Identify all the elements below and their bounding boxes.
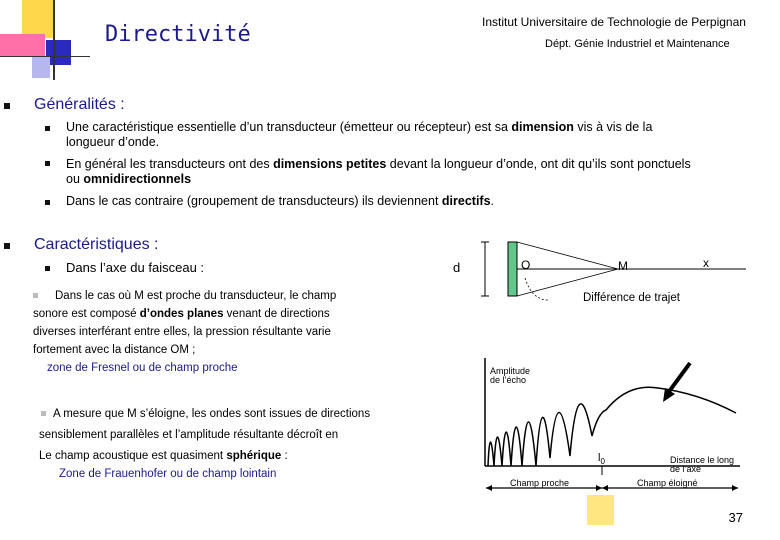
section-heading-caracteristiques: Caractéristiques : [34,236,159,253]
bullet [45,126,50,131]
logo-square-yellow [22,0,54,38]
label-d: d [453,260,461,275]
page-number: 37 [728,510,743,525]
bullet-text-3: Dans le cas contraire (groupement de transducteurs) ils deviennent directifs. [66,194,495,208]
paragraph-far-field: A mesure que M s’éloigne, les ondes sont issues de directions sensiblement parallèles et l’amplitude résultante décroît en Le champ acoustique est quasiment sphérique : Zone de Frauenhofer ou de champ lointain [39,408,371,480]
bullet-text-1: Une caractéristique essentielle d’un transducteur (émetteur ou récepteur) est sa dimension vis à vis de la longueur d’onde. [66,120,653,149]
transducer-rect [508,242,517,296]
logo-hline [0,56,90,57]
sub-heading-axe: Dans l’axe du faisceau : [66,260,205,275]
graph-ylabel: Amplitude de l’écho [490,366,531,385]
path-difference-label: Différence de trajet [583,292,680,304]
graph-l0-label: $l_0$ [598,452,605,467]
logo-vline [53,0,55,80]
yellow-marker [587,495,614,525]
graph-xlabel: Distance le long de l’axe [670,455,735,474]
logo-square-pink [0,34,45,56]
bullet [45,161,50,166]
label-m: M [618,259,628,273]
label-x: x [703,256,709,270]
bullet [45,266,50,271]
bullet [45,200,50,205]
far-field-label: Champ éloigné [637,478,698,488]
near-field-label: Champ proche [510,478,570,488]
bullet [4,103,10,109]
paragraph-near-field: Dans le cas où M est proche du transducteur, le champ sonore est composé d’ondes planes venant de directions diverses interférant entre elles, la pression résultante varie fortement avec la distance OM ; zone de Fresnel ou de champ proche [33,290,337,374]
institute-name: Institut Universitaire de Technologie de Perpignan [482,15,746,29]
department-name: Dépt. Génie Industriel et Maintenance [545,38,730,50]
logo-square-lightblue [32,56,50,78]
label-o: O [521,258,531,272]
section-heading-generalites: Généralités : [34,96,125,113]
bullet [4,243,10,249]
page-title: Directivité [105,22,251,47]
bullet-text-2: En général les transducteurs ont des dimensions petites devant la longueur d’onde, ont dit qu’ils sont ponctuels ou omnidirectionnels [66,157,691,186]
